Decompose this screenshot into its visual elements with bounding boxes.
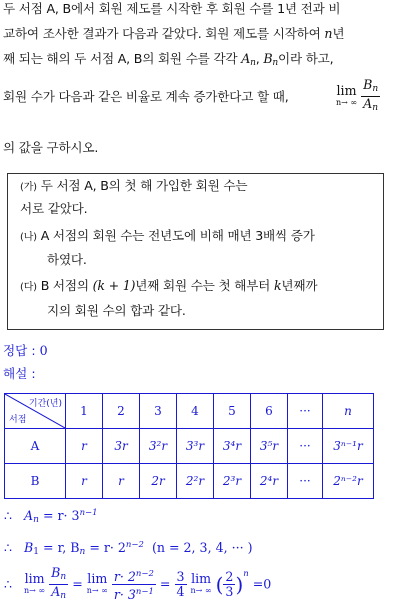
membership-table [4,393,374,499]
fraction-bn-an: $\frac{B_n}{A_n}$ [363,77,379,113]
condition-na-cont: 하였다. [47,252,87,267]
table-header-cell: 2 [103,394,140,429]
condition-na: (나) A 서점의 회원 수는 전년도에 비해 매년 3배씩 증가 [20,228,315,243]
table-header-cell: 4 [177,394,214,429]
answer-value: 0 [39,343,48,358]
problem-text: 회원 수가 다음과 같은 비율로 계속 증가한다고 할 때, [3,89,289,104]
problem-line-3: 째 되는 해의 두 서점 A, B의 회원 수를 각각 $A_n$, $B_n$이라 하고, [3,51,334,68]
problem-line-5 [3,139,98,157]
table-cell: 3r [103,429,140,464]
corner-bottom-label: 서점 [9,415,27,425]
table-cell: 2ⁿ⁻²r [323,464,374,499]
condition-ga-cont: 서로 같았다. [20,201,88,216]
problem-line-1 [3,0,340,18]
lim-word: lim [336,82,357,98]
problem-text: 이라 하고, [277,51,334,66]
row-label-a: A [5,429,66,464]
condition-ga: (가) 두 서점 A, B의 첫 해 가입한 회원 수는 [20,178,248,193]
lim-subscript: n→ ∞ [336,97,358,107]
table-cell: 3ⁿ⁻¹r [323,429,374,464]
table-cell: 3²r [140,429,177,464]
problem-text: 의 값을 구하시오. [3,140,99,155]
answer-line [3,340,48,359]
table-cell: 3⁵r [251,429,288,464]
table-header-cell: 6 [251,394,288,429]
table-cell: r [103,464,140,499]
problem-text: 교하여 조사한 결과가 다음과 같았다. 회원 제도를 시작하여 [3,26,325,41]
table-cell: 2²r [177,464,214,499]
table-row [5,464,374,499]
corner-top-label: 기간(년) [28,399,62,409]
var-n: n [324,26,333,41]
explanation-label: 해설 : [3,366,36,381]
problem-line-2 [3,25,344,43]
table-cell: 2⁴r [251,464,288,499]
table-header-cell: 3 [140,394,177,429]
table-header-cell: n [323,394,374,429]
table-header-cell: ··· [288,394,323,429]
problem-text: 년 [332,26,345,41]
table-corner-cell [5,394,66,429]
solution-eq-2: ∴ $B_1 = r$, $B_n = r\cdot 2^{n-2}$ (n = 2, 3, 4, ··· ) [4,540,253,557]
table-cell: r [66,464,103,499]
table-header-row [5,394,374,429]
solution-eq-1: ∴ $A_n = r\cdot 3^{n-1}$ [4,508,98,525]
problem-text: 째 되는 해의 두 서점 A, B의 회원 수를 각각 [3,51,242,66]
table-cell: 2³r [214,464,251,499]
table-cell: 3³r [177,429,214,464]
conditions-box [7,173,384,330]
problem-limit-expression [336,78,380,115]
table-cell: ··· [288,429,323,464]
table-header-cell: 5 [214,394,251,429]
table-cell: 3⁴r [214,429,251,464]
problem-line-4 [3,88,289,106]
table-cell: ··· [288,464,323,499]
problem-text: 두 서점 A, B에서 회원 제도를 시작한 후 회원 수를 1년 전과 비 [3,1,341,16]
table-cell: 2r [140,464,177,499]
table-header-cell: 1 [66,394,103,429]
answer-label: 정답 : [3,343,40,358]
table-row [5,429,374,464]
condition-da-cont: 지의 회원 수의 합과 같다. [47,303,186,318]
condition-da: (다) B 서점의 (k + 1)년째 회원 수는 첫 해부터 k년째까 [20,278,318,293]
table-cell: r [66,429,103,464]
row-label-b: B [5,464,66,499]
solution-eq-3: ∴ lim n→ ∞ $\frac{B_n}{A_n}$ = lim n→ ∞ $\frac{r\cdot 2^{n-2}}{r\cdot 3^{n-1}}$ = $\frac{3}{4}$ lim n→ ∞ ( $\frac{2}{3}$ )$^n$ =0 [4,565,272,602]
